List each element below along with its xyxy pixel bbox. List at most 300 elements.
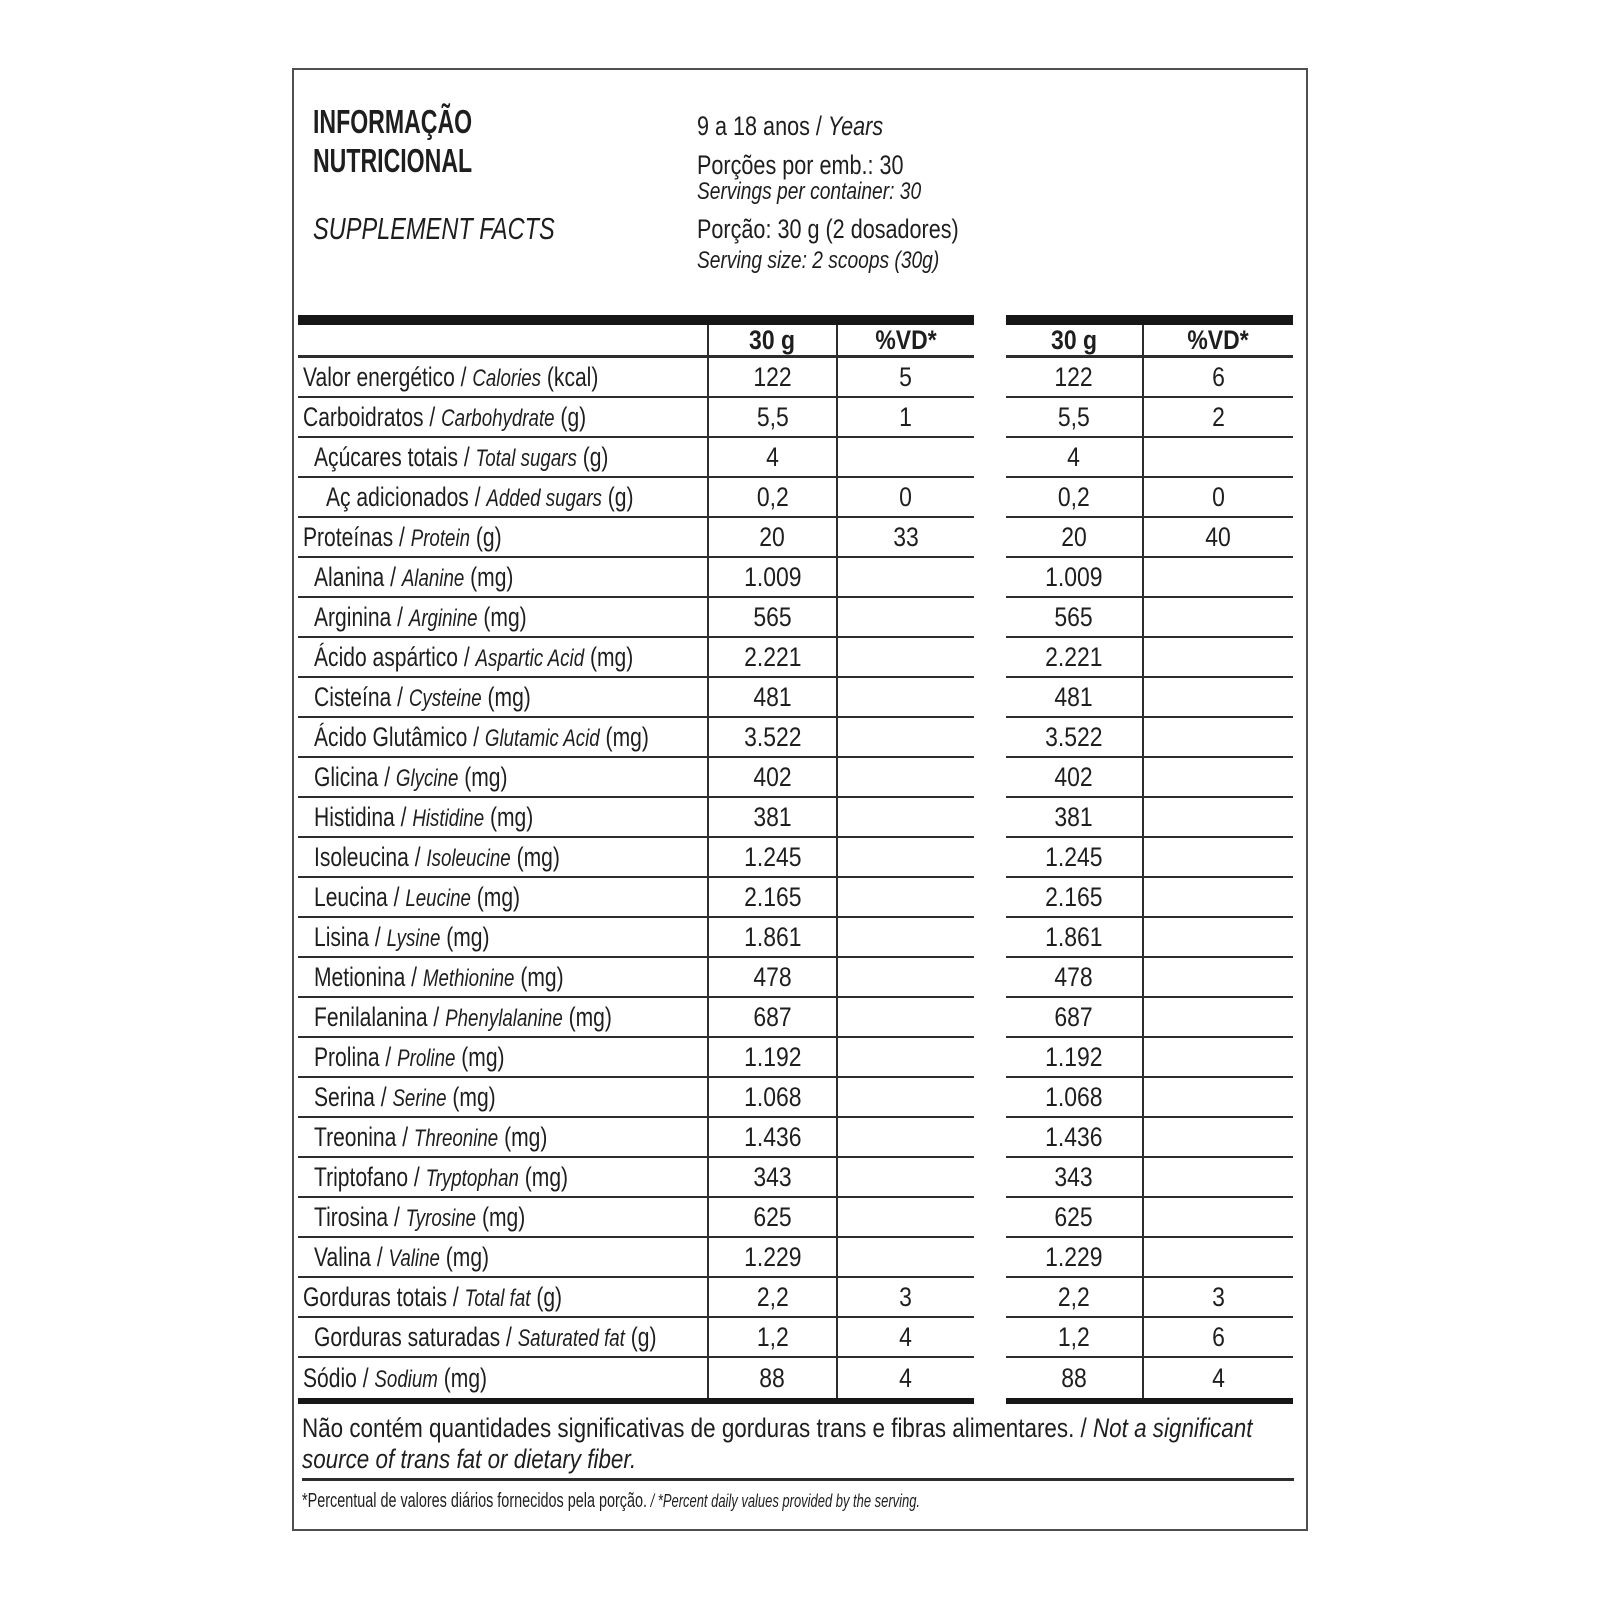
nutrient-unit: (mg)	[464, 761, 508, 792]
footnote-divider	[302, 1478, 1294, 1481]
cell-amount-1	[707, 958, 836, 998]
amount-value: 5,5	[756, 401, 789, 432]
nutrient-name-pt: Proteínas	[303, 521, 394, 552]
cell-amount-1	[707, 918, 836, 958]
nutrient-name-en: Proline	[397, 1044, 456, 1072]
table-column-gap	[974, 958, 1006, 998]
row-label	[298, 1238, 707, 1278]
nutrition-label-panel	[292, 68, 1308, 1531]
cell-dv-2	[1142, 1158, 1293, 1198]
cell-amount-1	[707, 678, 836, 718]
subtitle-text: SUPPLEMENT FACTS	[313, 211, 555, 246]
row-label	[298, 1078, 707, 1118]
nutrient-name-pt: Tirosina	[314, 1201, 389, 1232]
nutrient-name-pt: Gorduras totais	[303, 1281, 447, 1312]
label-separator: /	[468, 481, 487, 512]
nutrient-name-en: Isoleucine	[426, 844, 511, 872]
row-label	[298, 478, 707, 518]
cell-amount-1	[707, 518, 836, 558]
nutrient-name-en: Alanine	[401, 564, 465, 592]
table-column-gap	[974, 1358, 1006, 1398]
cell-dv-1	[836, 1318, 974, 1358]
amount-value: 481	[753, 681, 792, 712]
cell-amount-2	[1006, 1238, 1142, 1278]
row-label	[298, 758, 707, 798]
nutrient-unit: (mg)	[524, 1161, 569, 1192]
row-label	[298, 678, 707, 718]
cell-dv-1	[836, 598, 974, 638]
label-separator: /	[427, 1001, 446, 1032]
label-separator: /	[384, 561, 402, 592]
table-column-gap	[974, 1198, 1006, 1238]
label-separator: /	[408, 1161, 426, 1192]
cell-amount-1	[707, 798, 836, 838]
nutrient-name-en: Total sugars	[475, 444, 577, 472]
cell-amount-2	[1006, 478, 1142, 518]
cell-dv-2	[1142, 878, 1293, 918]
amount-value: 1,2	[1058, 1321, 1090, 1352]
age-range-line	[697, 111, 930, 142]
amount-value: 402	[1054, 761, 1094, 792]
nutrient-name-en: Leucine	[405, 884, 471, 912]
amount-header-label: 30 g	[1051, 324, 1097, 355]
nutrient-unit: (mg)	[589, 641, 634, 672]
nutrient-name-pt: Metionina	[314, 961, 406, 992]
nutrient-name-pt: Arginina	[314, 601, 392, 632]
table-column-gap	[974, 1238, 1006, 1278]
cell-amount-2	[1006, 1158, 1142, 1198]
cell-amount-2	[1006, 998, 1142, 1038]
nutrient-unit: (mg)	[446, 921, 490, 952]
table-column-gap	[974, 1078, 1006, 1118]
cell-dv-1	[836, 1038, 974, 1078]
cell-dv-2	[1142, 1278, 1293, 1318]
nutrient-unit: (kcal)	[546, 361, 599, 392]
cell-dv-2	[1142, 1198, 1293, 1238]
cell-dv-1	[836, 558, 974, 598]
daily-value-footnote-en: / *Percent daily values provided by the serving.	[647, 1491, 921, 1511]
row-label	[298, 558, 707, 598]
row-label	[298, 398, 707, 438]
nutrient-name-en: Threonine	[413, 1124, 499, 1152]
cell-amount-1	[707, 398, 836, 438]
row-label	[298, 998, 707, 1038]
cell-dv-1	[836, 758, 974, 798]
table-column-gap	[974, 1158, 1006, 1198]
nutrient-name-en: Total fat	[464, 1284, 531, 1312]
row-label	[298, 958, 707, 998]
cell-amount-2	[1006, 638, 1142, 678]
table-column-gap	[974, 358, 1006, 398]
nutrient-unit: (mg)	[568, 1001, 612, 1032]
nutrient-name-en: Sodium	[374, 1365, 438, 1393]
amount-value: 3.522	[1045, 721, 1103, 752]
amount-value: 0,2	[756, 481, 789, 512]
cell-dv-1	[836, 838, 974, 878]
dv-value: 6	[1212, 1321, 1225, 1352]
cell-amount-2	[1006, 758, 1142, 798]
row-label	[298, 878, 707, 918]
table-column-gap	[974, 1318, 1006, 1358]
amount-value: 381	[753, 801, 792, 832]
cell-amount-1	[707, 758, 836, 798]
nutrient-unit: (mg)	[487, 681, 531, 712]
cell-dv-1	[836, 678, 974, 718]
cell-amount-2	[1006, 1198, 1142, 1238]
nutrient-name-en: Phenylalanine	[445, 1004, 563, 1032]
label-separator: /	[446, 1281, 465, 1312]
cell-amount-2	[1006, 798, 1142, 838]
cell-dv-1	[836, 358, 974, 398]
cell-amount-1	[707, 478, 836, 518]
row-label	[298, 518, 707, 558]
row-label	[298, 1278, 707, 1318]
table-top-bar-left	[298, 315, 974, 325]
table-column-gap	[974, 598, 1006, 638]
dv-value: 0	[899, 481, 913, 512]
nutrient-name-en: Methionine	[422, 964, 515, 992]
row-label	[298, 638, 707, 678]
label-separator: /	[369, 921, 387, 952]
cell-dv-2	[1142, 478, 1293, 518]
cell-amount-1	[707, 1078, 836, 1118]
label-separator: /	[374, 1081, 393, 1112]
cell-dv-1	[836, 1238, 974, 1278]
amount-value: 20	[1061, 521, 1087, 552]
nutrient-name-en: Glycine	[395, 764, 459, 792]
cell-amount-1	[707, 358, 836, 398]
table-column-gap	[974, 1118, 1006, 1158]
cell-amount-2	[1006, 718, 1142, 758]
amount-value: 1.245	[1045, 841, 1103, 872]
nutrient-unit: (g)	[607, 481, 634, 512]
cell-amount-2	[1006, 838, 1142, 878]
cell-dv-1	[836, 398, 974, 438]
label-separator: /	[370, 1241, 389, 1272]
nutrient-name-pt: Serina	[314, 1081, 375, 1112]
nutrient-unit: (mg)	[476, 881, 521, 912]
amount-value: 1.245	[743, 841, 802, 872]
table-column-gap	[974, 758, 1006, 798]
amount-header-label: 30 g	[749, 324, 796, 355]
cell-amount-1	[707, 838, 836, 878]
label-separator: /	[423, 401, 442, 432]
amount-value: 625	[753, 1201, 792, 1232]
cell-amount-2	[1006, 878, 1142, 918]
cell-amount-2	[1006, 1118, 1142, 1158]
column-header-dv-1	[836, 325, 974, 358]
label-separator: /	[408, 841, 427, 872]
daily-value-footnote	[302, 1490, 1160, 1513]
nutrient-unit: (g)	[582, 441, 609, 472]
cell-dv-1	[836, 1158, 974, 1198]
amount-value: 1.192	[1045, 1041, 1103, 1072]
nutrient-name-pt: Ácido aspártico	[314, 641, 458, 672]
column-header-spacer	[298, 325, 707, 358]
nutrient-name-pt: Carboidratos	[303, 401, 424, 432]
nutrient-name-pt: Treonina	[314, 1121, 397, 1152]
amount-value: 1,2	[756, 1321, 789, 1352]
nutrient-unit: (g)	[630, 1321, 657, 1352]
table-column-gap	[974, 478, 1006, 518]
amount-value: 1.436	[743, 1121, 802, 1152]
table-column-gap	[974, 918, 1006, 958]
nutrient-unit: (g)	[536, 1281, 563, 1312]
cell-amount-2	[1006, 678, 1142, 718]
amount-value: 2,2	[756, 1281, 789, 1312]
cell-amount-2	[1006, 598, 1142, 638]
cell-dv-1	[836, 478, 974, 518]
table-column-gap	[974, 558, 1006, 598]
row-label	[298, 1158, 707, 1198]
cell-amount-2	[1006, 1038, 1142, 1078]
cell-dv-1	[836, 1278, 974, 1318]
trans-fat-note	[302, 1413, 1492, 1475]
nutrient-name-pt: Açúcares totais	[314, 441, 458, 472]
cell-dv-2	[1142, 998, 1293, 1038]
row-label	[298, 838, 707, 878]
cell-amount-1	[707, 598, 836, 638]
column-header-amount-2	[1006, 325, 1142, 358]
table-column-gap	[974, 718, 1006, 758]
amount-value: 122	[753, 361, 792, 392]
cell-amount-1	[707, 1358, 836, 1398]
note-separator: /	[1074, 1413, 1094, 1443]
trans-fat-note-en: Not a significant source of trans fat or dietary fiber.	[302, 1413, 1253, 1474]
cell-dv-2	[1142, 558, 1293, 598]
amount-value: 1.861	[743, 921, 802, 952]
cell-dv-1	[836, 1118, 974, 1158]
cell-amount-1	[707, 1238, 836, 1278]
cell-amount-2	[1006, 1278, 1142, 1318]
cell-amount-1	[707, 638, 836, 678]
portion-pt: Porção: 30 g (2 dosadores)	[697, 214, 959, 244]
table-column-gap	[974, 325, 1006, 358]
cell-amount-1	[707, 438, 836, 478]
label-separator: /	[467, 721, 485, 752]
dv-value: 1	[899, 401, 913, 432]
nutrient-name-pt: Lisina	[314, 921, 370, 952]
dv-value: 0	[1212, 481, 1225, 512]
amount-value: 4	[1067, 441, 1081, 472]
cell-dv-2	[1142, 838, 1293, 878]
nutrient-name-pt: Aç adicionados	[326, 481, 469, 512]
cell-dv-2	[1142, 1238, 1293, 1278]
cell-dv-1	[836, 438, 974, 478]
age-range-pt: 9 a 18 anos /	[697, 111, 828, 141]
nutrient-unit: (mg)	[516, 841, 560, 872]
nutrient-name-en: Tryptophan	[425, 1164, 519, 1192]
amount-value: 1.229	[743, 1241, 802, 1272]
cell-dv-2	[1142, 398, 1293, 438]
amount-value: 2.221	[1045, 641, 1103, 672]
nutrition-table	[298, 315, 1293, 1404]
dv-value: 40	[1205, 521, 1232, 552]
amount-value: 122	[1054, 361, 1094, 392]
label-separator: /	[405, 961, 423, 992]
amount-value: 481	[1054, 681, 1094, 712]
nutrient-name-en: Aspartic Acid	[475, 644, 585, 672]
nutrient-name-en: Tyrosine	[405, 1204, 477, 1232]
row-label	[298, 798, 707, 838]
label-separator: /	[356, 1362, 375, 1393]
nutrient-name-pt: Alanina	[314, 561, 385, 592]
cell-dv-1	[836, 958, 974, 998]
cell-amount-1	[707, 558, 836, 598]
label-separator: /	[457, 641, 476, 672]
cell-dv-2	[1142, 1078, 1293, 1118]
daily-value-footnote-pt: *Percentual de valores diários fornecidos pela porção.	[302, 1490, 648, 1512]
label-separator: /	[391, 601, 409, 632]
label-separator: /	[379, 1041, 398, 1072]
nutrient-unit: (g)	[475, 521, 502, 552]
servings-line-pt	[697, 150, 955, 181]
label-separator: /	[388, 1201, 406, 1232]
row-label	[298, 718, 707, 758]
dv-value: 4	[1212, 1362, 1225, 1393]
row-label	[298, 1198, 707, 1238]
cell-amount-2	[1006, 358, 1142, 398]
label-separator: /	[457, 441, 476, 472]
dv-value: 2	[1212, 401, 1225, 432]
dv-header-label: %VD*	[875, 324, 937, 355]
table-column-gap	[974, 678, 1006, 718]
nutrient-name-en: Calories	[472, 364, 542, 392]
portion-line-pt	[697, 214, 1024, 245]
cell-amount-2	[1006, 558, 1142, 598]
cell-amount-1	[707, 1278, 836, 1318]
table-column-gap	[974, 878, 1006, 918]
nutrient-unit: (mg)	[483, 601, 527, 632]
nutrient-name-pt: Isoleucina	[314, 841, 409, 872]
table-column-gap	[974, 798, 1006, 838]
nutrient-name-pt: Ácido Glutâmico	[314, 721, 468, 752]
cell-amount-1	[707, 1158, 836, 1198]
cell-amount-1	[707, 1318, 836, 1358]
label-separator: /	[454, 361, 473, 392]
cell-dv-2	[1142, 1118, 1293, 1158]
cell-amount-1	[707, 878, 836, 918]
amount-value: 343	[1054, 1161, 1094, 1192]
cell-dv-2	[1142, 438, 1293, 478]
amount-value: 687	[1054, 1001, 1094, 1032]
cell-dv-2	[1142, 1358, 1293, 1398]
table-column-gap	[974, 638, 1006, 678]
dv-value: 5	[899, 361, 913, 392]
nutrient-name-en: Cysteine	[408, 684, 482, 712]
label-separator: /	[391, 681, 409, 712]
cell-amount-2	[1006, 918, 1142, 958]
table-bottom-bar-right	[1006, 1398, 1293, 1404]
table-column-gap	[974, 838, 1006, 878]
cell-dv-2	[1142, 638, 1293, 678]
amount-value: 478	[1054, 961, 1094, 992]
label-separator: /	[378, 761, 396, 792]
table-column-gap	[974, 518, 1006, 558]
amount-value: 4	[766, 441, 779, 472]
row-label	[298, 358, 707, 398]
nutrient-unit: (mg)	[481, 1201, 526, 1232]
table-column-gap	[974, 315, 1006, 325]
nutrient-unit: (g)	[560, 401, 587, 432]
amount-value: 478	[753, 961, 792, 992]
amount-value: 402	[753, 761, 792, 792]
row-label	[298, 598, 707, 638]
cell-dv-2	[1142, 518, 1293, 558]
amount-value: 565	[753, 601, 792, 632]
cell-amount-2	[1006, 1078, 1142, 1118]
cell-dv-1	[836, 1078, 974, 1118]
cell-dv-2	[1142, 598, 1293, 638]
dv-value: 3	[899, 1281, 913, 1312]
column-header-dv-2	[1142, 325, 1293, 358]
nutrient-name-pt: Sódio	[303, 1362, 357, 1393]
cell-dv-2	[1142, 758, 1293, 798]
cell-dv-1	[836, 798, 974, 838]
cell-amount-1	[707, 998, 836, 1038]
dv-value: 33	[893, 521, 919, 552]
cell-amount-2	[1006, 1318, 1142, 1358]
row-label	[298, 1318, 707, 1358]
cell-dv-2	[1142, 718, 1293, 758]
title-line-1: INFORMAÇÃO	[313, 103, 473, 140]
dv-header-label: %VD*	[1187, 324, 1250, 355]
cell-dv-1	[836, 918, 974, 958]
cell-dv-2	[1142, 798, 1293, 838]
cell-dv-1	[836, 878, 974, 918]
nutrient-name-en: Protein	[410, 524, 471, 552]
cell-amount-2	[1006, 958, 1142, 998]
nutrient-name-en: Serine	[392, 1084, 447, 1112]
amount-value: 1.861	[1045, 921, 1103, 952]
amount-value: 687	[753, 1001, 792, 1032]
table-column-gap	[974, 1278, 1006, 1318]
amount-value: 88	[1061, 1362, 1087, 1393]
cell-dv-2	[1142, 678, 1293, 718]
nutrient-name-en: Lysine	[386, 924, 441, 952]
nutrient-unit: (mg)	[605, 721, 649, 752]
row-label	[298, 918, 707, 958]
amount-value: 2.221	[743, 641, 802, 672]
amount-value: 2.165	[743, 881, 802, 912]
dv-value: 3	[1212, 1281, 1225, 1312]
nutrient-name-en: Valine	[388, 1244, 440, 1272]
table-bottom-bar-left	[298, 1398, 974, 1404]
amount-value: 5,5	[1058, 401, 1090, 432]
amount-value: 343	[753, 1161, 792, 1192]
column-header-amount-1	[707, 325, 836, 358]
cell-dv-1	[836, 1198, 974, 1238]
nutrient-name-en: Saturated fat	[517, 1324, 625, 1352]
cell-amount-2	[1006, 1358, 1142, 1398]
nutrient-name-en: Carbohydrate	[441, 404, 555, 432]
table-column-gap	[974, 1398, 1006, 1404]
nutrient-unit: (mg)	[489, 801, 534, 832]
amount-value: 2,2	[1058, 1281, 1090, 1312]
amount-value: 1.009	[1045, 561, 1103, 592]
label-separator: /	[393, 521, 411, 552]
dv-value: 6	[1212, 361, 1225, 392]
label-separator: /	[387, 881, 406, 912]
row-label	[298, 1118, 707, 1158]
cell-amount-1	[707, 1118, 836, 1158]
dv-value: 4	[899, 1321, 913, 1352]
nutrient-unit: (mg)	[461, 1041, 505, 1072]
table-column-gap	[974, 998, 1006, 1038]
nutrient-unit: (mg)	[520, 961, 564, 992]
amount-value: 88	[759, 1362, 786, 1393]
amount-value: 1.068	[743, 1081, 802, 1112]
